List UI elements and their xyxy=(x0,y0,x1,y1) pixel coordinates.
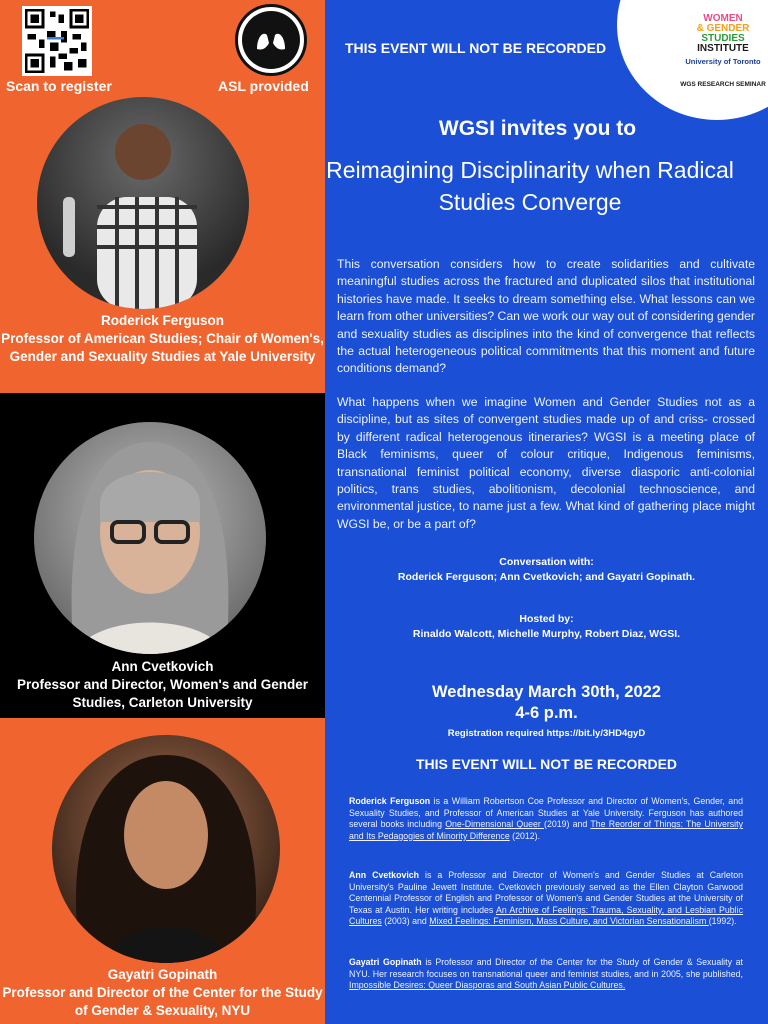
speaker-1-caption xyxy=(0,312,325,366)
speaker-3-caption xyxy=(0,966,325,1020)
bio-ferguson-text-2: (2019) and xyxy=(544,819,591,830)
qr-code-icon[interactable] xyxy=(22,6,92,76)
asl-interpreter-icon xyxy=(235,4,307,76)
asl-provided-label: ASL provided xyxy=(218,78,309,94)
bio-gopinath xyxy=(349,957,743,992)
scan-to-register-label: Scan to register xyxy=(6,78,112,94)
bio-ferguson-book-2: The Reorder of Things: The University and Its Pedagogies of Minority Difference xyxy=(349,819,743,841)
speaker-2-caption xyxy=(0,658,325,712)
speaker-1-name: Roderick Ferguson xyxy=(100,313,225,328)
right-column xyxy=(325,0,768,1024)
event-date: Wednesday March 30th, 2022 xyxy=(432,683,661,701)
event-title: Reimagining Disciplinarity when Radical Studies Converge xyxy=(326,157,734,215)
speaker-1-title: Professor of American Studies; Chair of Women's, Gender and Sexuality Studies at Yale University xyxy=(1,331,324,364)
conversation-names: Roderick Ferguson; Ann Cvetkovich; and Gayatri Gopinath. xyxy=(397,571,696,583)
hosted-label: Hosted by: xyxy=(519,613,574,625)
bio-cvetkovich-book-2: Mixed Feelings: Feminism, Mass Culture, and Victorian Sensationalism xyxy=(429,916,709,927)
invites-heading: WGSI invites you to xyxy=(438,117,637,140)
not-recorded-top: THIS EVENT WILL NOT BE RECORDED xyxy=(345,40,607,56)
bio-ferguson-text-1: is a William Robertson Coe Professor and Director of Women's, Gender, and Sexuality Studies, and Professor of American Studies at Yale University. Ferguson has authored several books including xyxy=(349,796,743,830)
bio-cvetkovich-book-1: An Archive of Feelings: Trauma, Sexuality, and Lesbian Public Cultures xyxy=(349,904,743,927)
event-time: 4-6 p.m. xyxy=(515,704,578,722)
hosted-block xyxy=(325,612,768,642)
logo-line-2: & GENDER xyxy=(696,23,750,34)
roderick-ferguson-photo xyxy=(37,97,249,309)
bio-ferguson-text-3: (2012). xyxy=(509,830,541,841)
logo-seminar: WGS RESEARCH SEMINAR xyxy=(680,81,766,88)
speaker-3-name: Gayatri Gopinath xyxy=(107,967,218,982)
bio-cvetkovich-text-1: is a Professor and Director of Women's and Gender Studies at Carleton University's Pauline Jewett Institute. Cvetkovich previously served as the Ellen Clayton Garwood Centennial Professor of English and Professor of Women's and Gender Studies at the University of Texas at Austin. Her writing includes xyxy=(349,870,743,915)
ann-cvetkovich-photo xyxy=(34,422,266,654)
bio-cvetkovich-text-2: (2003) and xyxy=(381,916,430,927)
speaker-2-name: Ann Cvetkovich xyxy=(111,659,214,674)
speaker-3-title: Professor and Director of the Center for the Study of Gender & Sexuality, NYU xyxy=(2,985,323,1018)
hosted-names: Rinaldo Walcott, Michelle Murphy, Robert Diaz, WGSI. xyxy=(412,628,681,640)
bio-ferguson xyxy=(349,796,743,842)
bio-ferguson-book-1: One-Dimensional Queer xyxy=(445,819,545,830)
bio-cvetkovich xyxy=(349,870,743,928)
gayatri-gopinath-photo xyxy=(52,735,280,963)
logo-line-1: WOMEN xyxy=(703,13,743,24)
conversation-label: Conversation with: xyxy=(499,556,594,568)
conversation-block xyxy=(325,555,768,585)
logo-university: University of Toronto xyxy=(685,57,761,66)
bio-cvetkovich-text-3: (1992). xyxy=(708,916,737,927)
bio-cvetkovich-name: Ann Cvetkovich xyxy=(349,870,420,880)
logo-line-3: STUDIES xyxy=(701,33,745,44)
not-recorded-middle: THIS EVENT WILL NOT BE RECORDED xyxy=(415,756,678,772)
left-column xyxy=(0,0,325,1024)
speaker-2-title: Professor and Director, Women's and Gender Studies, Carleton University xyxy=(16,677,309,710)
event-datetime xyxy=(325,682,768,724)
bio-gopinath-text-1: is Professor and Director of the Center for the Study of Gender & Sexuality at NYU. Her research focuses on transnational queer and feminist studies, and in 2005, she published, xyxy=(349,957,743,979)
logo-line-4: INSTITUTE xyxy=(697,43,749,54)
bio-gopinath-name: Gayatri Gopinath xyxy=(349,957,422,967)
bio-ferguson-name: Roderick Ferguson xyxy=(349,796,431,806)
bio-gopinath-book-1: Impossible Desires: Queer Diasporas and South Asian Public Cultures. xyxy=(349,980,626,991)
wgsi-logo xyxy=(663,14,768,88)
description-paragraph-1: This conversation considers how to create solidarities and cultivate meaningful studies across the fractured and duplicated silos that institutional histories have made. It seeks to dream something else. What lessons can we learn from other universities? Can we work our way out of considering gender and sexuality studies as disciplines into the kind of convergence that reflects the actual heterogeneous political commitments that this moment and future conditions demand? xyxy=(337,257,755,376)
description-paragraph-2: What happens when we imagine Women and Gender Studies not as a discipline, but as sites of convergent studies made up of and criss- crossed by different radical heterogenous itineraries? WGSI is a meeting place of Black feminisms, queer of colour critique, Indigenous feminisms, transnational feminist political economy, diverse diasporic anti-colonial politics, trans studies, abolitionism, decolonial technoscience, and environmental justice, to name just a few. What kind of gathering place might WGSI be, or be a part of? xyxy=(337,395,755,531)
registration-link[interactable]: Registration required https://bit.ly/3HD4gyD xyxy=(447,728,646,739)
